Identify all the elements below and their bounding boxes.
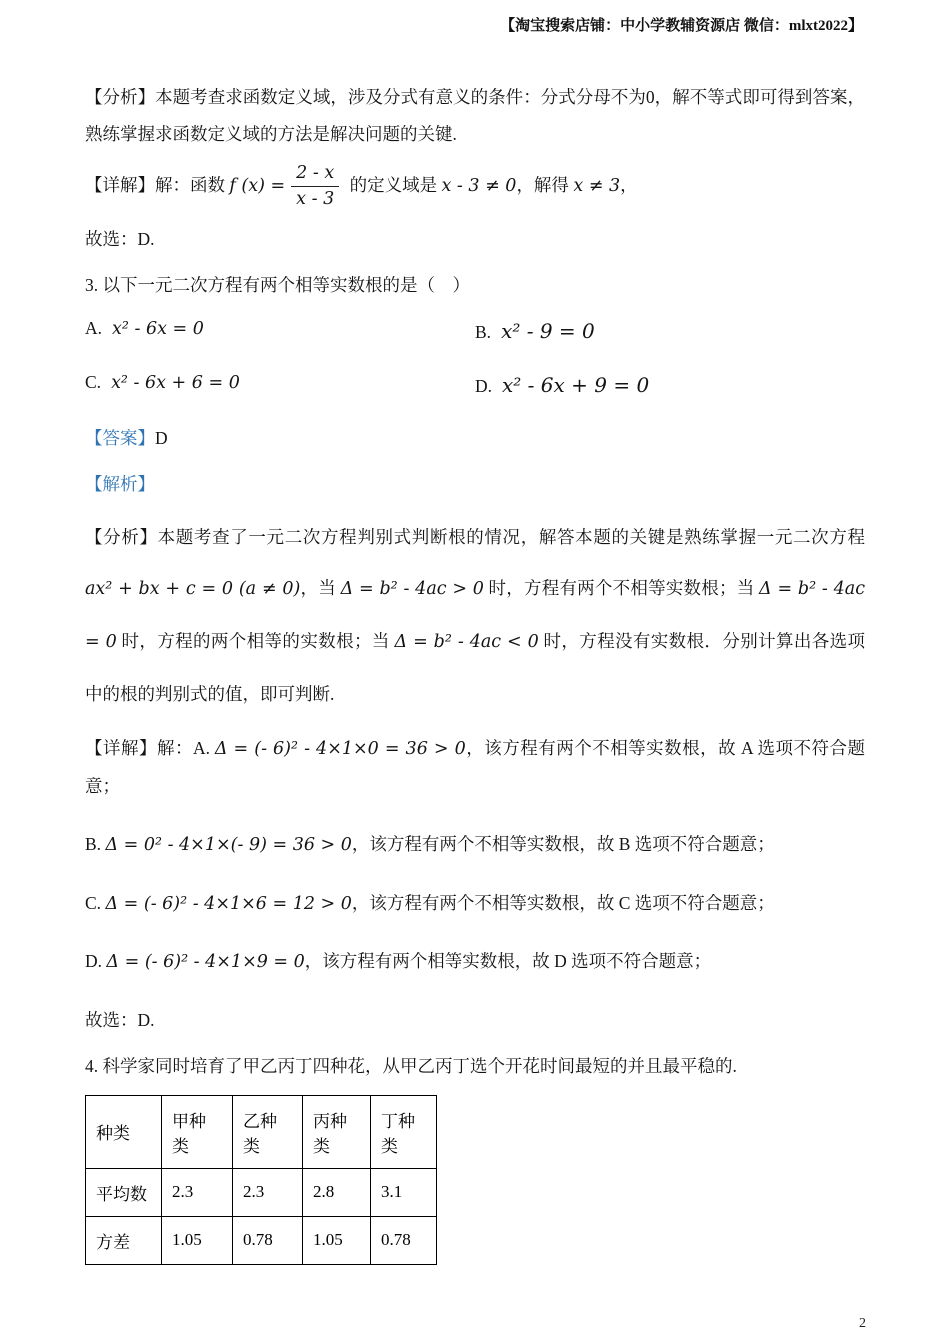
q3-options — [85, 312, 865, 404]
table-header-cell: 乙种类 — [233, 1095, 303, 1168]
q3-answer-line — [85, 420, 865, 457]
q4-stem: 4. 科学家同时培育了甲乙丙丁四种花，从甲乙丙丁选个开花时间最短的并且最平稳的. — [85, 1055, 737, 1076]
formula-discriminant-d: Δ = (- 6)² - 4×1×9 = 0 — [106, 952, 305, 973]
formula-discriminant-b: Δ = 0² - 4×1×(- 9) = 36 > 0 — [105, 834, 352, 855]
formula-quadratic-general: ax² + bx + c = 0 (a ≠ 0) — [85, 579, 301, 600]
fraction-formula — [291, 162, 339, 212]
q3-detail-b-post: ，该方程有两个不相等实数根，故 B 选项不符合题意； — [351, 833, 775, 854]
q3-detail-c-pre: C. — [85, 892, 106, 913]
q3-detail-b-pre: B. — [85, 833, 106, 854]
q3-analysis-paragraph — [85, 512, 865, 721]
table-header-cell: 种类 — [86, 1095, 162, 1168]
table-cell: 平均数 — [86, 1168, 162, 1216]
table-cell: 1.05 — [162, 1216, 233, 1264]
q3-detail-a-post: ，该方程有两个不相等实数根，故 A 选项不符合题意； — [85, 738, 866, 796]
table-row-variance — [86, 1216, 437, 1264]
q3-detail-d-pre: D. — [85, 951, 107, 972]
q3-detail-option-c — [85, 885, 865, 923]
q3-analysis-seg-0: 【分析】本题考查了一元二次方程判别式判断根的情况，解答本题的关键是熟练掌握一元二次方程 — [85, 526, 865, 547]
option-d — [475, 366, 865, 404]
q3-choose-line: 故选：D. — [85, 1010, 155, 1030]
option-c-formula: x² - 6x + 6 = 0 — [111, 373, 240, 394]
q3-detail-d-post: ，该方程有两个相等实数根，故 D 选项不符合题意； — [304, 951, 712, 972]
document-content — [85, 79, 865, 1265]
q2-detail-prefix: 【详解】解：函数 — [85, 174, 230, 195]
q2-detail-mid1: 的定义域是 — [345, 174, 442, 195]
answer-value: D — [155, 428, 168, 449]
table-cell: 3.1 — [371, 1168, 437, 1216]
formula-condition-1: x - 3 ≠ 0 — [441, 175, 517, 196]
formula-discriminant-zero: Δ = b² - 4ac = 0 — [85, 579, 866, 652]
option-b-formula: x² - 9 = 0 — [501, 319, 595, 344]
table-cell: 1.05 — [303, 1216, 371, 1264]
option-d-label: D. — [475, 376, 493, 397]
formula-discriminant-negative: Δ = b² - 4ac < 0 — [394, 632, 539, 652]
option-a — [85, 312, 475, 350]
option-b-label: B. — [475, 322, 492, 343]
table-row-mean — [86, 1168, 437, 1216]
option-c — [85, 366, 475, 404]
option-d-formula: x² - 6x + 9 = 0 — [502, 373, 650, 398]
q3-analysis-seg-4: 时，方程有两个不相等实数根；当 — [483, 578, 760, 599]
q3-options-row-2 — [85, 366, 865, 404]
q3-detail-option-d — [85, 943, 865, 981]
table-header-cell: 丙种类 — [303, 1095, 371, 1168]
table-cell: 方差 — [86, 1216, 162, 1264]
table-cell: 0.78 — [233, 1216, 303, 1264]
q3-analysis-label-line — [85, 466, 865, 503]
q2-detail-paragraph — [85, 162, 865, 212]
table-header-cell: 甲种类 — [162, 1095, 233, 1168]
formula-discriminant-c: Δ = (- 6)² - 4×1×6 = 12 > 0 — [105, 893, 352, 914]
q3-analysis-seg-6: 时，方程的两个相等的实数根；当 — [116, 631, 395, 651]
q3-options-row-1 — [85, 312, 865, 350]
document-header — [85, 14, 865, 35]
q2-detail-end: ， — [620, 174, 638, 195]
formula-discriminant-a: Δ = (- 6)² - 4×1×0 = 36 > 0 — [214, 739, 466, 760]
formula-function-label: f (x) = — [229, 175, 286, 196]
table-header-cell: 丁种类 — [371, 1095, 437, 1168]
q3-analysis-seg-8: 时，方程没有实数根．分别计算出各选项中的根的判别式的值，即可判断. — [85, 631, 865, 704]
answer-label: 【答案】 — [85, 428, 155, 449]
flower-statistics-table — [85, 1095, 437, 1265]
option-c-label: C. — [85, 372, 102, 393]
q3-detail-c-post: ，该方程有两个不相等实数根，故 C 选项不符合题意； — [351, 892, 775, 913]
table-cell: 0.78 — [371, 1216, 437, 1264]
option-a-label: A. — [85, 318, 103, 339]
formula-discriminant-positive: Δ = b² - 4ac > 0 — [340, 579, 484, 600]
q3-analysis-seg-2: ，当 — [300, 578, 341, 599]
fraction-numerator: 2 - x — [291, 162, 339, 188]
q2-analysis-paragraph: 【分析】本题考查求函数定义域，涉及分式有意义的条件：分式分母不为0，解不等式即可得到答案，熟练掌握求函数定义域的方法是解决问题的关键. — [85, 87, 865, 144]
q2-detail-mid2: ，解得 — [516, 174, 574, 195]
option-b — [475, 312, 865, 350]
option-a-formula: x² - 6x = 0 — [112, 319, 204, 340]
analysis-label: 【解析】 — [85, 474, 155, 494]
q2-choose-line: 故选：D. — [85, 228, 155, 249]
q3-stem: 3. 以下一元二次方程有两个相等实数根的是（ ） — [85, 274, 470, 295]
table-cell: 2.8 — [303, 1168, 371, 1216]
page-number: 2 — [859, 1316, 866, 1331]
q3-detail-option-a — [85, 730, 865, 805]
table-cell: 2.3 — [233, 1168, 303, 1216]
store-watermark-text: 【淘宝搜索店铺：中小学教辅资源店 微信：mlxt2022】 — [500, 18, 863, 34]
fraction-denominator: x - 3 — [296, 189, 335, 210]
formula-condition-2: x ≠ 3 — [573, 175, 621, 196]
table-header-row — [86, 1095, 437, 1168]
table-cell: 2.3 — [162, 1168, 233, 1216]
q3-detail-option-b — [85, 826, 865, 864]
q3-detail-a-pre: 【详解】解：A. — [85, 738, 215, 759]
